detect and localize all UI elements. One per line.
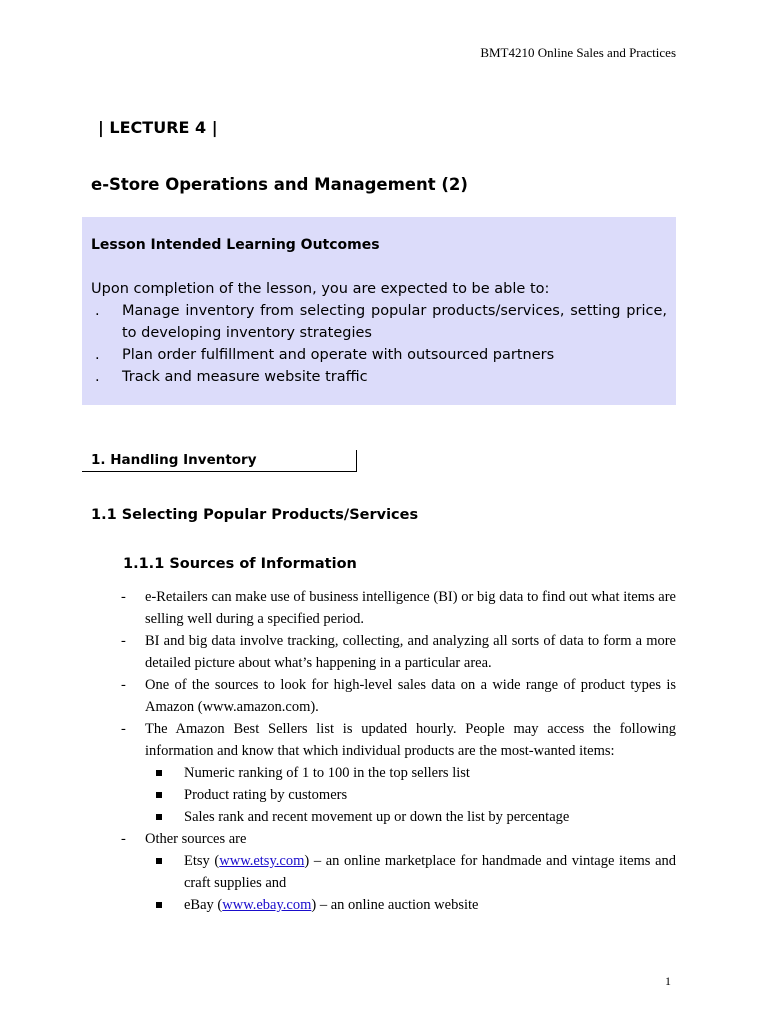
sub-list-item-ebay bbox=[145, 894, 676, 916]
list-item-text: One of the sources to look for high-level sales data on a wide range of product types is Amazon (www.amazon.com). bbox=[145, 677, 676, 715]
square-bullet-icon bbox=[156, 814, 162, 820]
dash-bullet-icon: - bbox=[121, 721, 126, 737]
learning-outcomes-list bbox=[91, 300, 667, 388]
list-item bbox=[121, 674, 676, 718]
subsection-heading: 1.1 Selecting Popular Products/Services bbox=[91, 507, 419, 523]
ebay-link[interactable]: www.ebay.com bbox=[222, 897, 312, 913]
list-item-text: Other sources are bbox=[145, 831, 247, 847]
dash-bullet-icon: - bbox=[121, 633, 126, 649]
sub-list-item bbox=[145, 784, 676, 806]
amazon-info-list bbox=[145, 762, 676, 828]
lecture-title: e-Store Operations and Management (2) bbox=[91, 175, 468, 194]
section-heading-box bbox=[82, 450, 357, 472]
running-header: BMT4210 Online Sales and Practices bbox=[480, 45, 676, 60]
learning-outcome-text: Manage inventory from selecting popular products/services, setting price, to developing inventory strategies bbox=[122, 303, 667, 341]
learning-outcome-text: Plan order fulfillment and operate with outsourced partners bbox=[122, 347, 555, 363]
square-bullet-icon bbox=[156, 902, 162, 908]
dash-bullet-icon: - bbox=[121, 677, 126, 693]
source-name: Etsy ( bbox=[184, 853, 220, 869]
list-item bbox=[121, 828, 676, 916]
etsy-link[interactable]: www.etsy.com bbox=[219, 853, 305, 869]
dash-bullet-icon: - bbox=[121, 589, 126, 605]
other-sources-list bbox=[145, 850, 676, 916]
lecture-label: | LECTURE 4 | bbox=[98, 118, 218, 137]
learning-outcome-item bbox=[91, 344, 667, 366]
bullet-icon: . bbox=[95, 347, 100, 363]
learning-outcomes-heading: Lesson Intended Learning Outcomes bbox=[91, 237, 380, 253]
page-number: 1 bbox=[665, 974, 671, 988]
dash-bullet-icon: - bbox=[121, 831, 126, 847]
list-item bbox=[121, 586, 676, 630]
section-heading: 1. Handling Inventory bbox=[91, 452, 257, 468]
square-bullet-icon bbox=[156, 858, 162, 864]
learning-outcomes-intro: Upon completion of the lesson, you are expected to be able to: bbox=[91, 281, 550, 297]
learning-outcome-text: Track and measure website traffic bbox=[122, 369, 368, 385]
bullet-icon: . bbox=[95, 303, 100, 319]
sub-list-item-text: Numeric ranking of 1 to 100 in the top sellers list bbox=[184, 765, 470, 781]
sub-list-item bbox=[145, 762, 676, 784]
sources-of-information-list bbox=[121, 586, 676, 916]
source-description: ) – an online auction website bbox=[311, 897, 479, 913]
sub-list-item bbox=[145, 806, 676, 828]
learning-outcome-item bbox=[91, 366, 667, 388]
subsubsection-heading: 1.1.1 Sources of Information bbox=[123, 556, 357, 572]
square-bullet-icon bbox=[156, 770, 162, 776]
sub-list-item-etsy bbox=[145, 850, 676, 894]
list-item-text: e-Retailers can make use of business intelligence (BI) or big data to find out what items are selling well during a specified period. bbox=[145, 589, 676, 627]
source-name: eBay ( bbox=[184, 897, 223, 913]
source-description: ) – an online marketplace for handmade and vintage items and craft supplies and bbox=[184, 853, 677, 891]
list-item bbox=[121, 718, 676, 828]
list-item bbox=[121, 630, 676, 674]
sub-list-item-text: Sales rank and recent movement up or down the list by percentage bbox=[184, 809, 570, 825]
list-item-text: BI and big data involve tracking, collecting, and analyzing all sorts of data to form a more detailed picture about what’s happening in a particular area. bbox=[145, 633, 676, 671]
sub-list-item-text: Product rating by customers bbox=[184, 787, 348, 803]
learning-outcome-item bbox=[91, 300, 667, 344]
bullet-icon: . bbox=[95, 369, 100, 385]
list-item-text: The Amazon Best Sellers list is updated hourly. People may access the following information and know that which individual products are the most-wanted items: bbox=[145, 721, 676, 759]
square-bullet-icon bbox=[156, 792, 162, 798]
